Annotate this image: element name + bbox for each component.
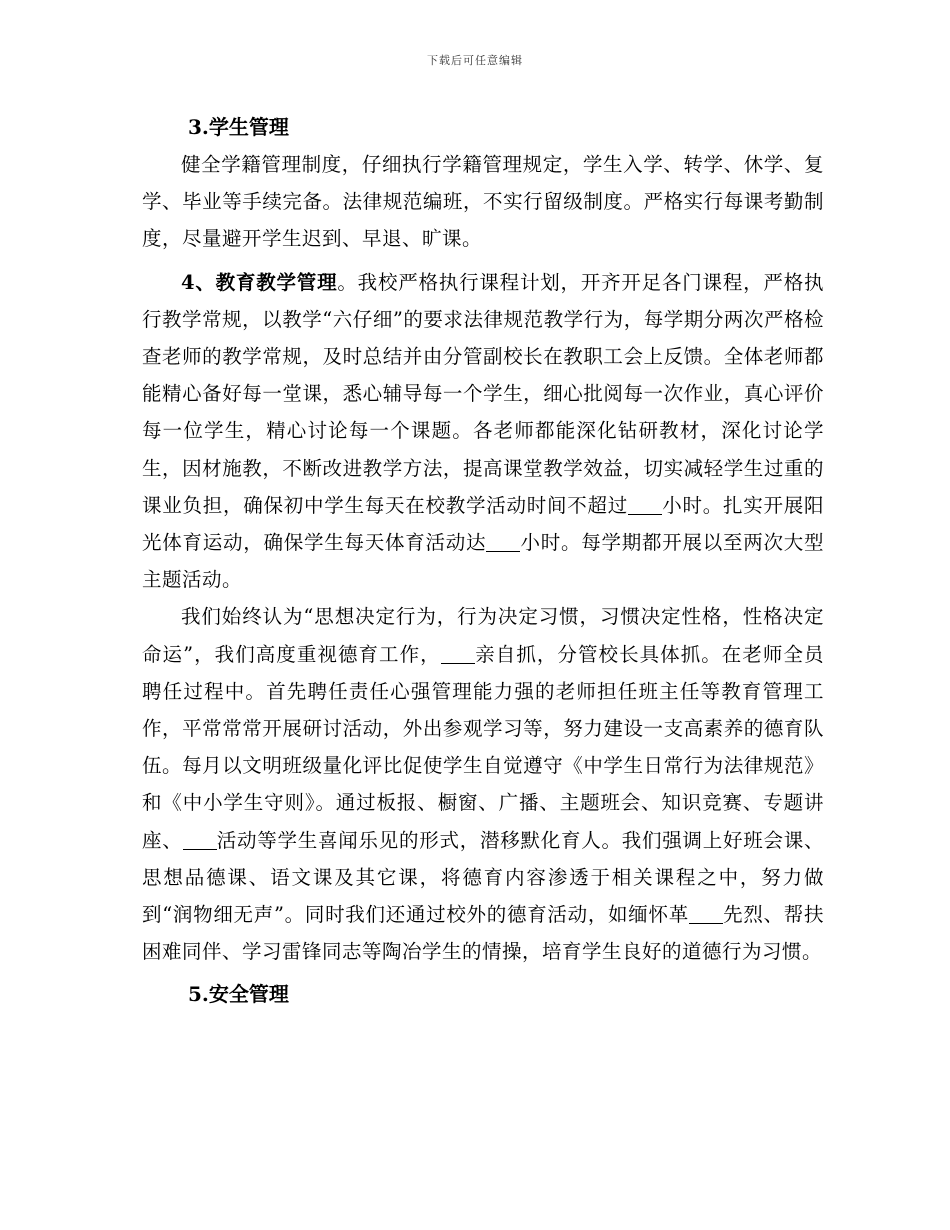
text-run: 。我校严格执行课程计划，开齐开足各门课程，严格执行教学常规，以教学“六仔细”的要求法律规范教学行为，每学期分两次严格检查老师的教学常规，及时总结并由分管副校长在教职工会上反馈。全体老师都能精心备好每一堂课，悉心辅导每一个学生，细心批阅每一次作业，真心评价每一位学生，精心讨论每一个课题。各老师都能深化钻研教材，深化讨论学生，因材施教，不断改进教学方法，提高课堂教学效益，切实减轻学生过重的课业负担，确保初中学生每天在校教学活动时间不超过 <box>142 270 824 517</box>
blank-line <box>441 643 475 664</box>
text-run: 先烈、帮扶困难同伴、学习雷锋同志等陶冶学生的情操，培育学生良好的道德行为习惯。 <box>142 903 824 964</box>
blank-line <box>183 829 217 850</box>
paragraph-teaching-management <box>142 264 824 599</box>
section-heading-student-management: 3.学生管理 <box>188 115 289 139</box>
document-body <box>142 109 824 1013</box>
paragraph-student-management: 健全学籍管理制度，仔细执行学籍管理规定，学生入学、转学、休学、复学、毕业等手续完备。法律规范编班，不实行留级制度。严格实行每课考勤制度，尽量避开学生迟到、早退、旷课。 <box>142 153 824 251</box>
text-run: 我们始终认为“思想决定行为，行为决定习惯，习惯决定性格，性格决定命运”，我们高度重视德育工作， <box>142 605 824 666</box>
text-run: 小时。扎实开展阳光体育运动，确保学生每天体育活动达 <box>142 493 824 555</box>
section-heading-safety-management: 5.安全管理 <box>188 982 289 1007</box>
blank-line <box>486 532 520 553</box>
text-run: 小时。每学期都开展以至两次大型主题活动。 <box>142 531 824 592</box>
section-lead-teaching-management: 4、教育教学管理 <box>181 270 338 294</box>
blank-line <box>628 494 662 515</box>
text-run: 亲自抓，分管校长具体抓。在老师全员聘任过程中。首先聘任责任心强管理能力强的老师担任班主任等教育管理工作，平常常常开展研讨活动，外出参观学习等，努力建设一支高素养的德育队伍。每月以文明班级量化评比促使学生自觉遵守《中学生日常行为法律规范》和《中小学生守则》。通过板报、橱窗、广播、主题班会、知识竞赛、专题讲座、 <box>142 642 824 852</box>
page-header: 下载后可任意编辑 <box>427 54 523 67</box>
text-run: 活动等学生喜闻乐见的形式，潜移默化育人。我们强调上好班会课、思想品德课、语文课及其它课，将德育内容渗透于相关课程之中，努力做到“润物细无声”。同时我们还通过校外的德育活动，如缅怀革 <box>142 828 824 927</box>
blank-line <box>689 904 723 925</box>
paragraph-moral-education <box>142 598 824 970</box>
